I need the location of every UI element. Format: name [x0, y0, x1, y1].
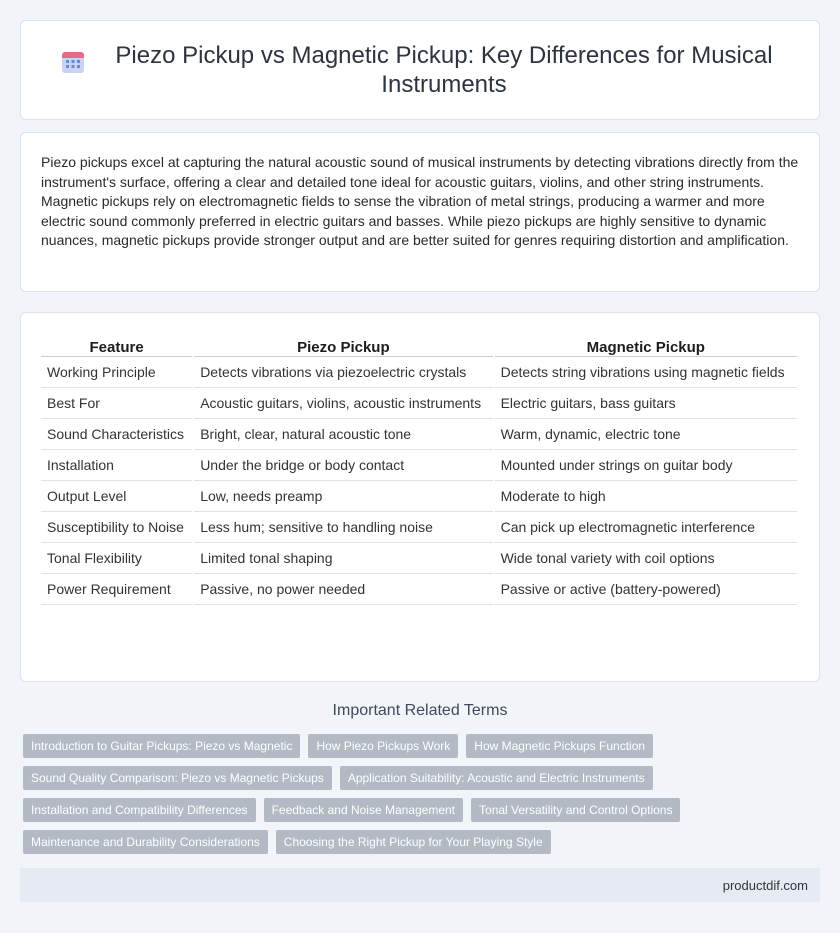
table-row [41, 574, 797, 605]
intro-paragraph: Piezo pickups excel at capturing the natural acoustic sound of musical instruments by detecting vibrations directly from the instrument's surface, offering a clear and detailed tone ideal for acoustic guitars, violins, and other string instruments. Magnetic pickups rely on electromagnetic fields to sense the vibration of metal strings, producing a warmer and more electric sound commonly preferred in electric guitars and basses. While piezo pickups are highly sensitive to dynamic nuances, magnetic pickups provide stronger output and are better suited for genres requiring distortion and amplification. [41, 154, 799, 249]
magnetic-cell: Wide tonal variety with coil options [495, 543, 797, 574]
related-term-tag[interactable]: How Piezo Pickups Work [308, 734, 458, 758]
piezo-cell: Passive, no power needed [194, 574, 492, 605]
feature-cell: Tonal Flexibility [41, 543, 192, 574]
header-piezo: Piezo Pickup [194, 333, 492, 357]
piezo-cell: Detects vibrations via piezoelectric crystals [194, 357, 492, 388]
header-feature: Feature [41, 333, 192, 357]
table-row [41, 357, 797, 388]
feature-cell: Sound Characteristics [41, 419, 192, 450]
magnetic-cell: Mounted under strings on guitar body [495, 450, 797, 481]
table-row [41, 543, 797, 574]
piezo-cell: Low, needs preamp [194, 481, 492, 512]
feature-cell: Installation [41, 450, 192, 481]
table-row [41, 481, 797, 512]
piezo-cell: Less hum; sensitive to handling noise [194, 512, 492, 543]
feature-cell: Best For [41, 388, 192, 419]
header-magnetic: Magnetic Pickup [495, 333, 797, 357]
piezo-cell: Acoustic guitars, violins, acoustic instruments [194, 388, 492, 419]
table-row [41, 450, 797, 481]
intro-card [20, 132, 820, 292]
footer [20, 868, 820, 902]
related-term-tag[interactable]: Application Suitability: Acoustic and Electric Instruments [340, 766, 653, 790]
feature-cell: Susceptibility to Noise [41, 512, 192, 543]
magnetic-cell: Can pick up electromagnetic interference [495, 512, 797, 543]
magnetic-cell: Passive or active (battery-powered) [495, 574, 797, 605]
feature-cell: Power Requirement [41, 574, 192, 605]
page-title: Piezo Pickup vs Magnetic Pickup: Key Differences for Musical Instruments [115, 42, 773, 98]
feature-cell: Working Principle [41, 357, 192, 388]
footer-site-name[interactable]: productdif.com [722, 877, 808, 893]
table-row [41, 419, 797, 450]
piezo-cell: Under the bridge or body contact [194, 450, 492, 481]
piezo-cell: Bright, clear, natural acoustic tone [194, 419, 492, 450]
feature-cell: Output Level [41, 481, 192, 512]
magnetic-cell: Moderate to high [495, 481, 797, 512]
related-terms-heading: Important Related Terms [332, 702, 508, 719]
table-row [41, 388, 797, 419]
comparison-table [39, 333, 799, 605]
related-term-tag[interactable]: Introduction to Guitar Pickups: Piezo vs Magnetic [23, 734, 300, 758]
related-term-tag[interactable]: Choosing the Right Pickup for Your Playing Style [276, 830, 551, 854]
table-header-row [41, 333, 797, 357]
piezo-cell: Limited tonal shaping [194, 543, 492, 574]
calendar-icon [60, 49, 86, 75]
related-terms-list [23, 734, 813, 862]
header-card [20, 20, 820, 120]
related-term-tag[interactable]: Tonal Versatility and Control Options [471, 798, 680, 822]
related-term-tag[interactable]: Maintenance and Durability Considerations [23, 830, 268, 854]
related-term-tag[interactable]: Feedback and Noise Management [264, 798, 463, 822]
related-term-tag[interactable]: How Magnetic Pickups Function [466, 734, 653, 758]
related-term-tag[interactable]: Sound Quality Comparison: Piezo vs Magnetic Pickups [23, 766, 332, 790]
comparison-card [20, 312, 820, 682]
related-term-tag[interactable]: Installation and Compatibility Differences [23, 798, 256, 822]
magnetic-cell: Warm, dynamic, electric tone [495, 419, 797, 450]
magnetic-cell: Detects string vibrations using magnetic fields [495, 357, 797, 388]
magnetic-cell: Electric guitars, bass guitars [495, 388, 797, 419]
table-row [41, 512, 797, 543]
